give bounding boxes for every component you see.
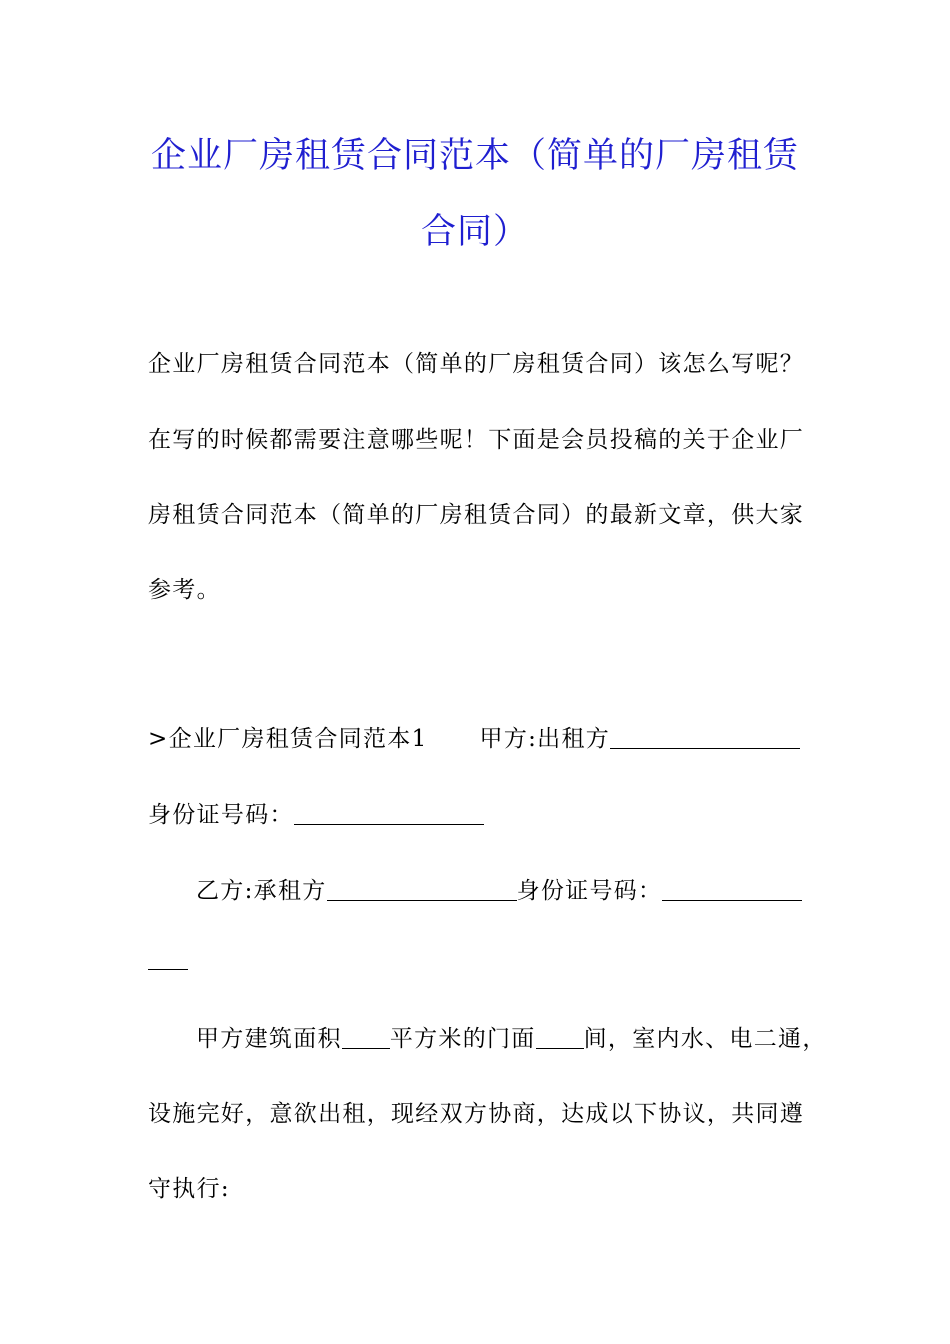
party-b-line xyxy=(196,872,802,905)
paragraph-line-3: 守执行: xyxy=(148,1176,230,1202)
party-a-id-blank xyxy=(294,801,484,825)
party-b-label: 乙方:承租方 xyxy=(196,878,327,904)
paragraph-line-2: 设施完好，意欲出租，现经双方协商，达成以下协议，共同遵 xyxy=(148,1101,805,1127)
intro-line-4: 参考。 xyxy=(148,577,221,603)
party-b-id-continuation xyxy=(148,946,188,973)
party-a-id-line xyxy=(148,796,484,829)
paragraph-text-2: 平方米的门面 xyxy=(389,1026,536,1052)
paragraph-text-3: 间，室内水、电二通， xyxy=(583,1026,827,1052)
party-b-id-label: 身份证号码： xyxy=(516,878,663,904)
intro-line-2: 在写的时候都需要注意哪些呢！下面是会员投稿的关于企业厂 xyxy=(148,427,805,453)
paragraph-text-1: 甲方建筑面积 xyxy=(196,1026,342,1052)
intro-line-1: 企业厂房租赁合同范本（简单的厂房租赁合同）该怎么写呢？ xyxy=(148,351,805,377)
intro-line-3: 房租赁合同范本（简单的厂房租赁合同）的最新文章，供大家 xyxy=(148,502,805,528)
party-b-id-blank-continued xyxy=(148,946,188,970)
document-title-line-2: 合同） xyxy=(420,212,529,252)
document-title-line-1: 企业厂房租赁合同范本（简单的厂房租赁 xyxy=(150,136,799,176)
party-a-line xyxy=(148,720,800,753)
rooms-blank xyxy=(536,1025,584,1049)
party-a-blank xyxy=(610,725,800,749)
party-b-id-blank xyxy=(662,877,802,901)
section-heading: >企业厂房租赁合同范本1 xyxy=(148,726,428,752)
party-a-id-label: 身份证号码： xyxy=(148,802,294,828)
paragraph-line-1 xyxy=(196,1020,827,1053)
party-a-label: 甲方:出租方 xyxy=(479,726,611,752)
party-b-blank xyxy=(327,877,517,901)
area-blank xyxy=(342,1025,390,1049)
